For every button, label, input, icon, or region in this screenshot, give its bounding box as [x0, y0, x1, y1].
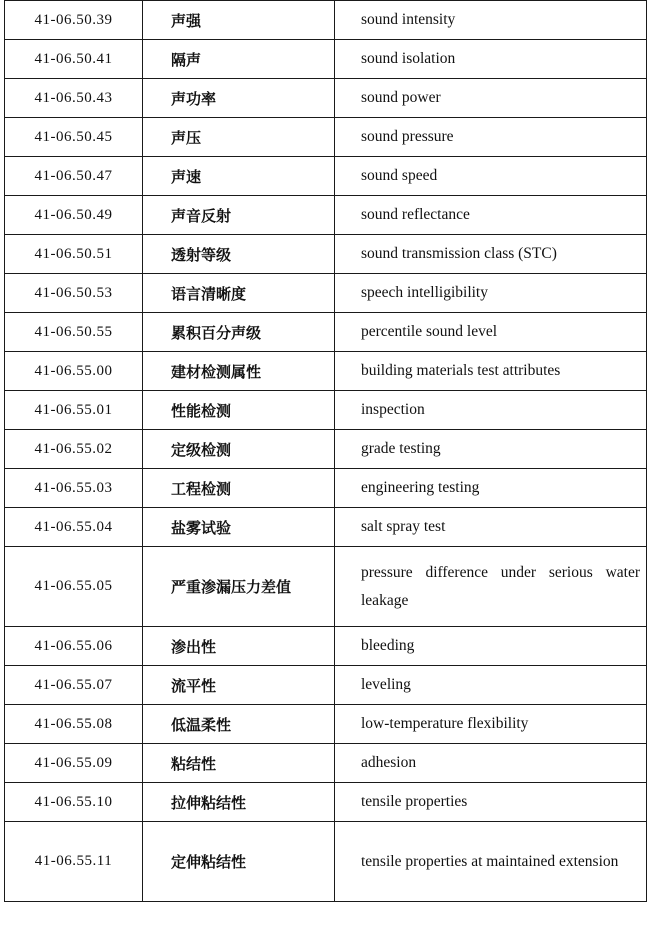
term-chinese: 粘结性: [143, 744, 335, 783]
term-chinese: 性能检测: [143, 391, 335, 430]
term-code: 41-06.50.51: [5, 235, 143, 274]
term-code: 41-06.55.08: [5, 705, 143, 744]
term-chinese: 累积百分声级: [143, 313, 335, 352]
term-chinese: 隔声: [143, 40, 335, 79]
term-code: 41-06.55.10: [5, 783, 143, 822]
term-english: sound isolation: [335, 40, 647, 79]
term-code: 41-06.55.05: [5, 547, 143, 627]
term-code: 41-06.50.53: [5, 274, 143, 313]
table-row: [5, 705, 647, 744]
table-row: [5, 1, 647, 40]
term-chinese: 工程检测: [143, 469, 335, 508]
term-english: percentile sound level: [335, 313, 647, 352]
term-chinese: 拉伸粘结性: [143, 783, 335, 822]
table-row: [5, 313, 647, 352]
terms-table-body: [5, 1, 647, 902]
term-chinese: 低温柔性: [143, 705, 335, 744]
term-english: inspection: [335, 391, 647, 430]
term-chinese: 声压: [143, 118, 335, 157]
term-english: leveling: [335, 666, 647, 705]
term-chinese: 声强: [143, 1, 335, 40]
term-code: 41-06.55.02: [5, 430, 143, 469]
table-row: [5, 196, 647, 235]
term-chinese: 建材检测属性: [143, 352, 335, 391]
table-row: [5, 822, 647, 902]
term-chinese: 严重渗漏压力差值: [143, 547, 335, 627]
table-row: [5, 157, 647, 196]
term-english: sound speed: [335, 157, 647, 196]
table-row: [5, 274, 647, 313]
term-code: 41-06.55.04: [5, 508, 143, 547]
term-code: 41-06.55.11: [5, 822, 143, 902]
term-code: 41-06.50.45: [5, 118, 143, 157]
term-chinese: 盐雾试验: [143, 508, 335, 547]
term-english: sound intensity: [335, 1, 647, 40]
term-code: 41-06.55.03: [5, 469, 143, 508]
table-row: [5, 430, 647, 469]
term-english: sound pressure: [335, 118, 647, 157]
term-chinese: 渗出性: [143, 627, 335, 666]
table-row: [5, 783, 647, 822]
term-english: low-temperature flexibility: [335, 705, 647, 744]
table-row: [5, 627, 647, 666]
table-row: [5, 235, 647, 274]
term-chinese: 语言清晰度: [143, 274, 335, 313]
table-row: [5, 352, 647, 391]
table-row: [5, 547, 647, 627]
table-row: [5, 744, 647, 783]
term-chinese: 定级检测: [143, 430, 335, 469]
table-row: [5, 391, 647, 430]
term-code: 41-06.55.00: [5, 352, 143, 391]
term-code: 41-06.50.43: [5, 79, 143, 118]
term-english: tensile properties at maintained extension: [335, 822, 647, 902]
term-code: 41-06.55.01: [5, 391, 143, 430]
terms-table: [4, 0, 647, 902]
term-code: 41-06.50.47: [5, 157, 143, 196]
table-row: [5, 666, 647, 705]
term-english: sound power: [335, 79, 647, 118]
table-row: [5, 508, 647, 547]
table-row: [5, 469, 647, 508]
term-chinese: 定伸粘结性: [143, 822, 335, 902]
term-english: pressure difference under serious water leakage: [335, 547, 647, 627]
table-row: [5, 79, 647, 118]
term-english: bleeding: [335, 627, 647, 666]
term-english: salt spray test: [335, 508, 647, 547]
term-code: 41-06.55.09: [5, 744, 143, 783]
term-english: building materials test attributes: [335, 352, 647, 391]
term-english: adhesion: [335, 744, 647, 783]
table-row: [5, 40, 647, 79]
term-chinese: 声音反射: [143, 196, 335, 235]
term-english: speech intelligibility: [335, 274, 647, 313]
term-chinese: 声功率: [143, 79, 335, 118]
term-chinese: 流平性: [143, 666, 335, 705]
term-chinese: 透射等级: [143, 235, 335, 274]
term-english: grade testing: [335, 430, 647, 469]
table-row: [5, 118, 647, 157]
term-code: 41-06.50.49: [5, 196, 143, 235]
term-english: engineering testing: [335, 469, 647, 508]
term-code: 41-06.50.39: [5, 1, 143, 40]
term-english: sound transmission class (STC): [335, 235, 647, 274]
term-code: 41-06.50.41: [5, 40, 143, 79]
term-english: sound reflectance: [335, 196, 647, 235]
term-code: 41-06.55.06: [5, 627, 143, 666]
term-english: tensile properties: [335, 783, 647, 822]
term-chinese: 声速: [143, 157, 335, 196]
term-code: 41-06.55.07: [5, 666, 143, 705]
term-code: 41-06.50.55: [5, 313, 143, 352]
